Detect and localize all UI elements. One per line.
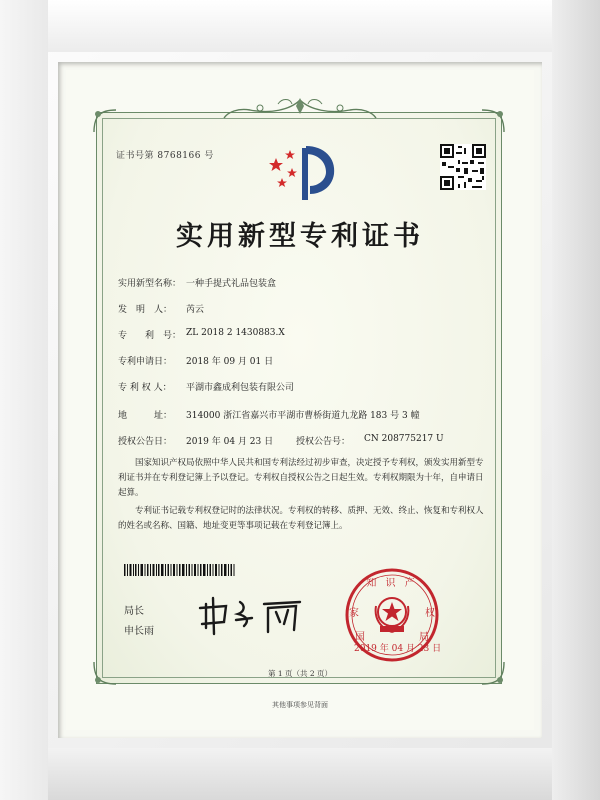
director-name: 申长雨 xyxy=(124,626,154,637)
corner-ornament-icon xyxy=(90,106,120,136)
frame-left-edge xyxy=(0,0,48,800)
field-label-address: 地 址： xyxy=(118,411,173,421)
field-label-patentee: 专 利 权 人： xyxy=(118,383,172,393)
director-title: 局长 xyxy=(124,606,144,617)
field-value-patent-number: ZL 2018 2 1430883.X xyxy=(186,328,285,338)
field-value-name: 一种手提式礼品包装盒 xyxy=(186,279,277,289)
footer-note: 其他事项参见背面 xyxy=(272,701,328,709)
field-value-announcement-number: CN 208775217 U xyxy=(364,434,444,444)
frame-right-edge xyxy=(552,0,600,800)
field-value-patentee: 平湖市鑫成利包装有限公司 xyxy=(186,383,295,393)
barcode-icon xyxy=(124,564,236,576)
field-label-application-date: 专利申请日： xyxy=(118,357,173,367)
svg-text:国: 国 xyxy=(355,632,365,643)
field-label-announcement-number: 授权公告号： xyxy=(296,437,351,447)
frame-bottom-edge xyxy=(0,748,600,800)
field-value-inventor: 芮云 xyxy=(186,305,205,315)
svg-text:权: 权 xyxy=(425,608,435,619)
field-label-name: 实用新型名称： xyxy=(118,279,182,289)
svg-text:局: 局 xyxy=(419,632,429,643)
field-label-announcement-date: 授权公告日： xyxy=(118,437,173,447)
certificate-number-value: 8768166 xyxy=(157,151,201,161)
field-value-announcement-date: 2019 年 04 月 23 日 xyxy=(186,437,274,447)
certificate-title: 实用新型专利证书 xyxy=(176,221,424,252)
field-value-application-date: 2018 年 09 月 01 日 xyxy=(186,357,274,367)
field-label-patent-number: 专 利 号： xyxy=(118,331,182,341)
certificate-number-suffix: 号 xyxy=(204,151,214,161)
corner-ornament-icon xyxy=(478,106,508,136)
svg-text:家: 家 xyxy=(349,608,359,619)
top-ornament-icon xyxy=(220,96,380,124)
grant-paragraph: 国家知识产权局依照中华人民共和国专利法经过初步审查，决定授予专利权，颁发实用新型专利证书并在专利登记簿上予以登记。专利权自授权公告之日起生效。专利权期限为十年，自申请日起算。 xyxy=(118,458,484,498)
patent-office-logo-icon xyxy=(262,140,346,204)
frame-top-edge xyxy=(0,0,600,52)
certificate-number xyxy=(116,148,214,161)
certificate-number-label: 证书号第 xyxy=(116,151,155,161)
field-label-inventor: 发 明 人： xyxy=(118,305,173,315)
qr-code-icon xyxy=(440,144,486,190)
field-value-address: 314000 浙江省嘉兴市平湖市曹桥街道九龙路 183 号 3 幢 xyxy=(186,411,420,421)
page-info: 第 1 页（共 2 页） xyxy=(267,669,333,678)
record-paragraph: 专利证书记载专利权登记时的法律状况。专利权的转移、质押、无效、终止、恢复和专利权人的姓名或名称、国籍、地址变更等事项记载在专利登记簿上。 xyxy=(118,506,484,531)
seal-date: 2019 年 04 月 23 日 xyxy=(354,644,442,654)
signature-icon xyxy=(196,594,308,636)
svg-text:知 识 产: 知 识 产 xyxy=(366,578,418,589)
